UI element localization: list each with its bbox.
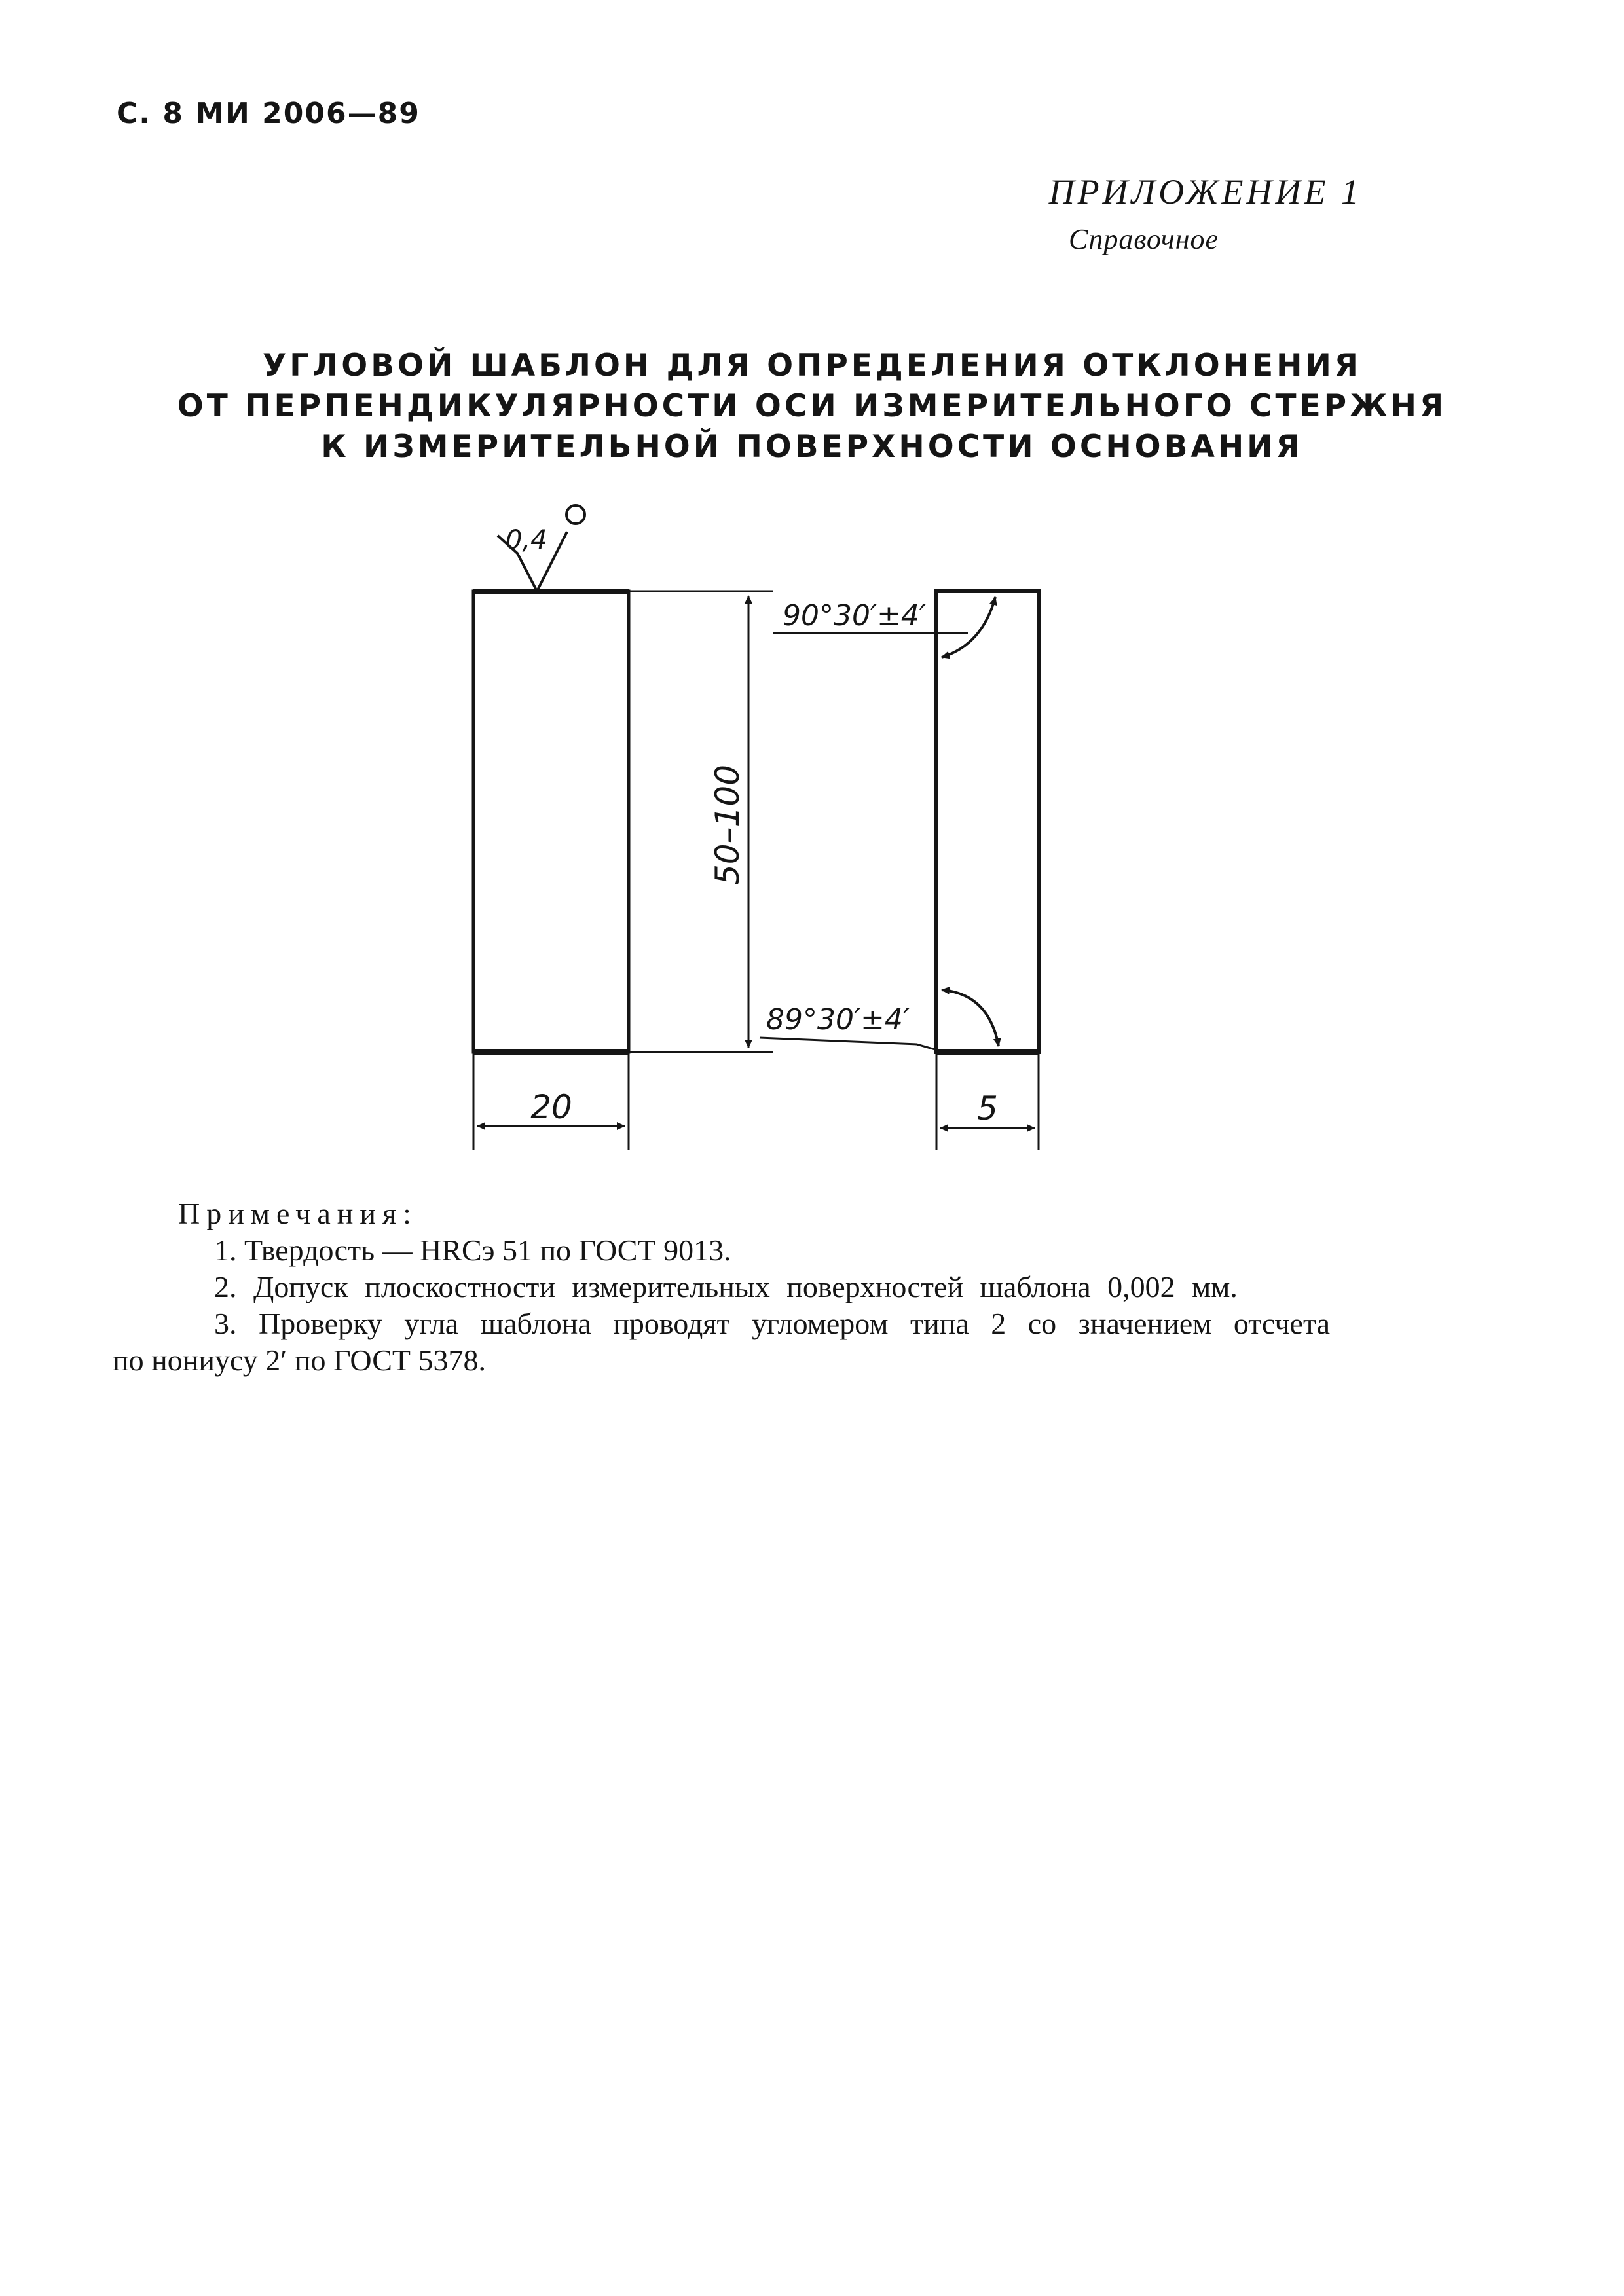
thickness-dimension [936,1052,1039,1150]
roughness-value: 0,4 [506,525,547,555]
page-header: С. 8 МИ 2006—89 [117,97,420,130]
note-item: 2. Допуск плоскостности измерительных поверхностей шаблона 0,002 мм. [214,1270,1238,1303]
top-angle-callout [773,597,995,657]
top-angle-arc [942,597,995,657]
notes-section [113,1195,1422,1379]
roughness-symbol [498,505,585,591]
note-item: 1. Твердость — HRCэ 51 по ГОСТ 9013. [214,1233,731,1267]
appendix-subtitle: Справочное [1069,223,1219,255]
side-view [936,591,1039,1052]
appendix-title: ПРИЛОЖЕНИЕ 1 [1048,172,1362,211]
bottom-angle-value: 89°30′±4′ [766,1003,910,1036]
width-value: 20 [530,1088,572,1126]
top-angle-value: 90°30′±4′ [783,599,926,632]
bottom-angle-arc [942,990,999,1046]
height-dimension [629,591,773,1052]
front-view [473,591,629,1052]
front-view-outline [473,591,629,1052]
roughness-circle-icon [566,505,585,524]
title-line-1: УГЛОВОЙ ШАБЛОН ДЛЯ ОПРЕДЕЛЕНИЯ ОТКЛОНЕНИЯ [263,348,1361,384]
title-line-3: К ИЗМЕРИТЕЛЬНОЙ ПОВЕРХНОСТИ ОСНОВАНИЯ [321,429,1303,465]
note-item: 3. Проверку угла шаблона проводят угломером типа 2 со значением отсчета [214,1307,1331,1340]
title-line-2: ОТ ПЕРПЕНДИКУЛЯРНОСТИ ОСИ ИЗМЕРИТЕЛЬНОГО СТЕРЖНЯ [177,388,1447,424]
bottom-angle-leader [760,1038,940,1051]
notes-heading: Примечания: [178,1197,418,1230]
thickness-value: 5 [977,1089,998,1127]
note-item-continuation: по нониусу 2′ по ГОСТ 5378. [113,1343,486,1377]
width-dimension [473,1052,629,1150]
height-value: 50–100 [709,764,747,886]
bottom-angle-callout [760,990,999,1051]
side-view-outline [936,591,1039,1052]
